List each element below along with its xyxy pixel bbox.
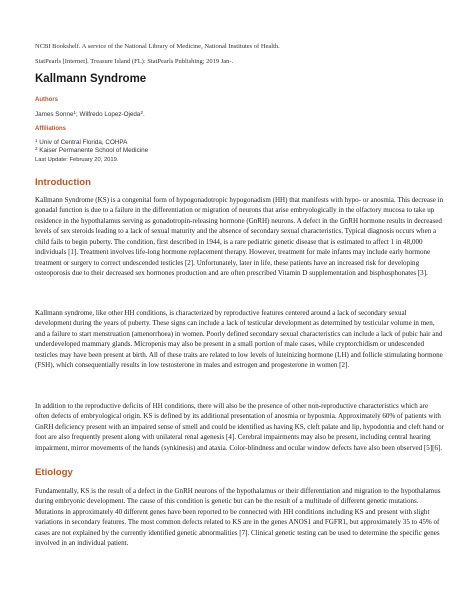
- author-affil-marker-1: 1: [73, 110, 77, 115]
- affiliation-1-text: Univ of Central Florida, COHPA: [37, 139, 128, 146]
- author-name-1[interactable]: James Sonne: [35, 111, 74, 118]
- affiliation-1: [35, 138, 127, 146]
- affiliation-1-number: 1: [35, 138, 38, 143]
- bookshelf-line: NCBI Bookshelf. A service of the National Library of Medicine, National Institutes of Health.: [35, 43, 280, 50]
- introduction-paragraph-1: Kallmann Syndrome (KS) is a congenital form of hypogonadotropic hypogonadism (HH) that manifests with hypo- or anosmia. This decrease in gonadal function is due to a failure in the differentiation or migration of neurons that arise embryologically in the olfactory mucosa to take up residence in the hypothalamus serving as gonadotropin-releasing hormone (GnRH) neurons. A defect in the GnRH hormone results in decreased levels of sex steroids leading to a lack of sexual maturity and the absence of secondary sexual characteristics. Typical diagnosis occurs when a child fails to begin puberty. The condition, first described in 1944, is a rare pediatric genetic disease that is estimated to affect 1 in 48,000 individuals [1]. Treatment involves life-long hormone replacement therapy. However, treatment for male infants may include early hormone treatment or surgery to correct undescended testicles [2]. Unfortunately, later in life, these patients have an increased risk for developing osteoporosis due to their decreased sex hormones production and are often prescribed Vitamin D supplementation and bisphosphonates [3].: [35, 196, 444, 278]
- etiology-paragraph-1: Fundamentally, KS is the result of a defect in the GnRH neurons of the hypothalamus or their differentiation and migration to the hypothalamus during embryonic development. The cause of this condition is genetic but can be the result of a multitude of different genetic mutations. Mutations in approximately 40 different genes have been reported to be connected with HH conditions including KS and present with slight variations in secondary features. The most common defects related to KS are in the genes ANOS1 and FGFR1, but approximately 35 to 45% of cases are not explained by the currently identified genetic abnormalities [7]. Clinical genetic testing can be used to determine the specific genes involved in an individual patient.: [35, 487, 441, 548]
- affiliation-2-text: Kaiser Permanente School of Medicine: [37, 147, 149, 154]
- author-name-2[interactable]: ; Wilfredo Lopez-Ojeda: [76, 111, 141, 118]
- affiliation-2: [35, 146, 148, 154]
- author-affil-marker-2: 2: [140, 110, 143, 115]
- affiliations-label: Affiliations: [35, 126, 66, 132]
- etiology-heading: Etiology: [35, 467, 73, 478]
- affiliation-2-number: 2: [35, 146, 38, 151]
- introduction-heading: Introduction: [35, 177, 91, 188]
- authors-label: Authors: [35, 97, 58, 103]
- last-update: Last Update: February 20, 2019.: [35, 157, 119, 163]
- citation-line: StatPearls [Internet]. Treasure Island (FL): StatPearls Publishing; 2019 Jan-.: [35, 58, 234, 65]
- introduction-paragraph-2: Kallmann syndrome, like other HH conditions, is characterized by reproductive features centered around a lack of secondary sexual development during the years of puberty. These signs can include a lack of testicular development as determined by testicular volume in men, and a failure to start menstruation (amenorrhoea) in women. Poorly defined secondary sexual characteristics can include a lack of pubic hair and underdeveloped mammary glands. Micropenis may also be present in a small portion of male cases, while cryptorchidism or undescended testicles may have been present at birth. All of these traits are related to low levels of luteinizing hormone (LH) and follicle stimulating hormone (FSH), which consequentially results in low testosterone in males and estrogen and progesterone in women [2].: [35, 309, 443, 370]
- introduction-paragraph-3: In addition to the reproductive deficits of HH conditions, there will also be the presence of other non-reproductive characteristics which are often defects of embryological origin. KS is defined by its additional presentation of anosmia or hyposmia. Approximately 60% of patients with GnRH deficiency present with an impaired sense of smell and could be identified as having KS, cleft palate and lip, hypodontia and cleft hand or foot are also frequently present along with unilateral renal agenesis [4]. Cerebral impairments may also be present, including central hearing impairment, mirror movements of the hands (synkinesis) and ataxia. Color-blindness and ocular window defects have also been observed [5][6].: [35, 402, 444, 452]
- authors-line: [35, 110, 145, 118]
- authors-end: .: [142, 111, 145, 118]
- page-title: Kallmann Syndrome: [35, 73, 147, 85]
